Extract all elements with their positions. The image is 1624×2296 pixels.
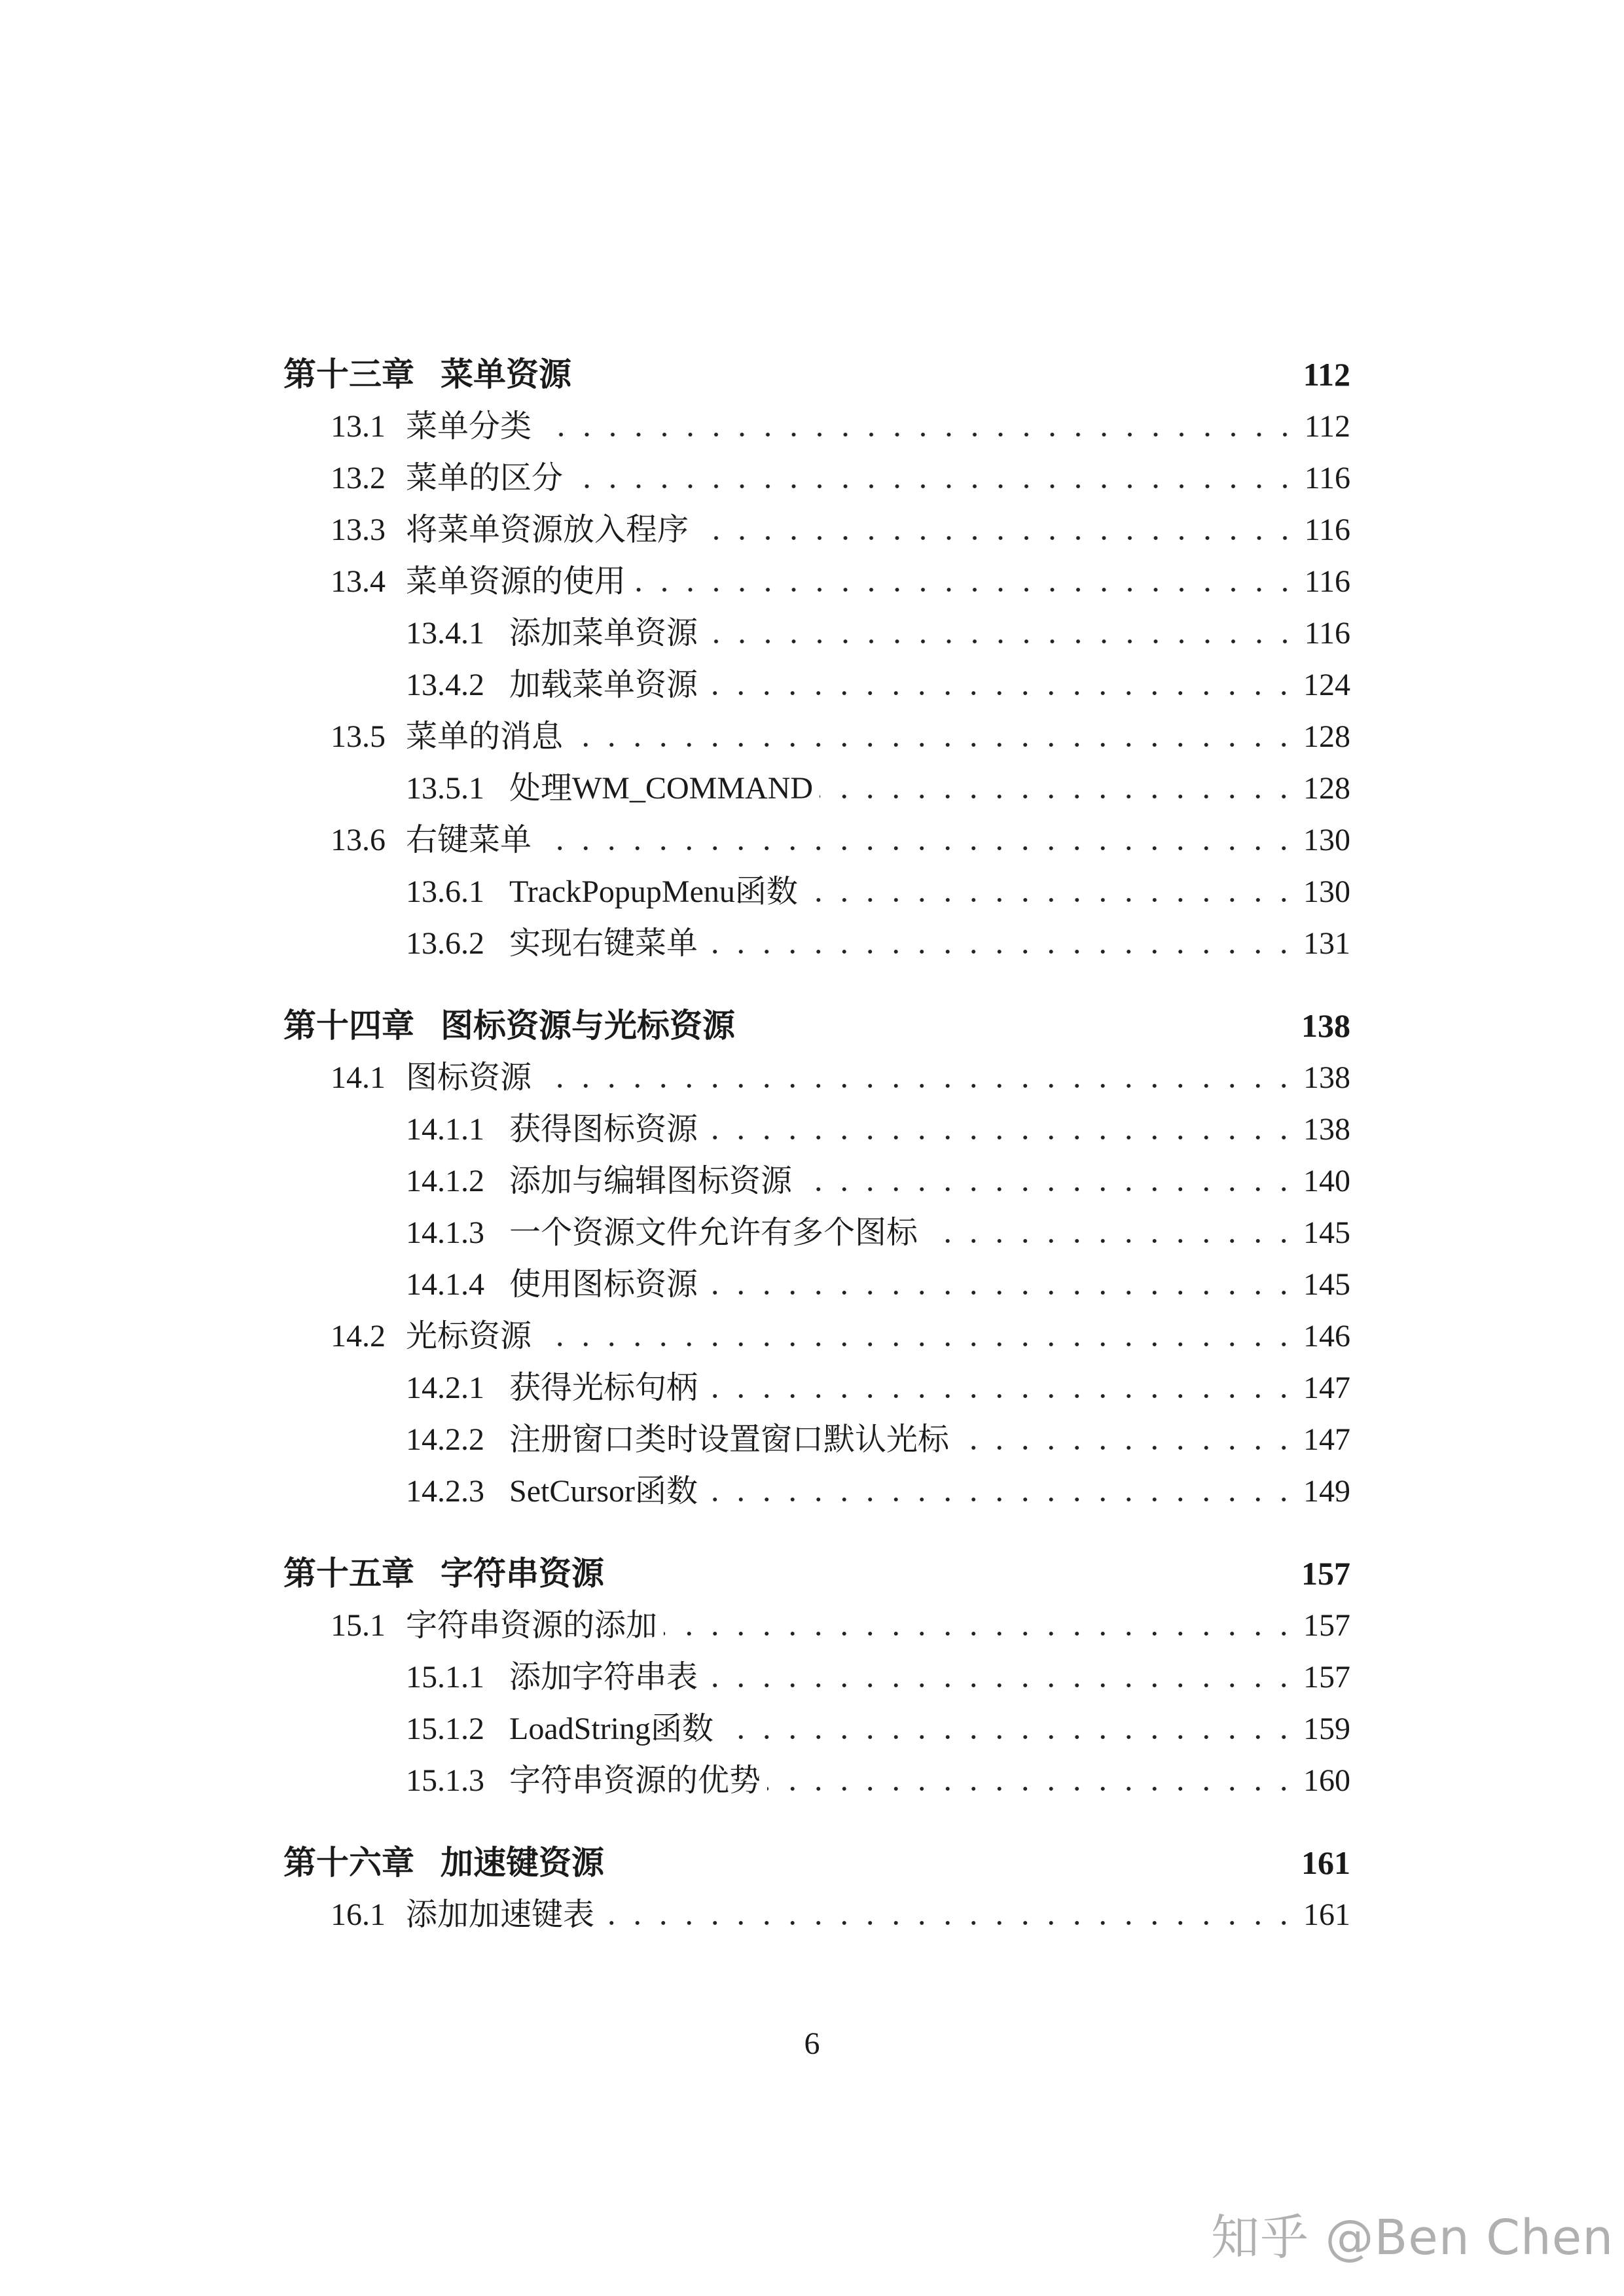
entry-page: 145	[1303, 1215, 1350, 1250]
entry-title: 字符串资源	[441, 1555, 604, 1592]
entry-page: 138	[1303, 1112, 1350, 1147]
entry-page: 116	[1304, 564, 1350, 599]
entry-title: 使用图标资源	[509, 1267, 698, 1302]
dot-leader	[538, 1338, 1297, 1351]
entry-page: 112	[1304, 409, 1350, 444]
dot-leader	[742, 1028, 1295, 1041]
dot-leader	[704, 635, 1298, 648]
subsection-entry[interactable]	[283, 1755, 1350, 1806]
entry-title: 菜单的区分	[406, 461, 564, 495]
chapter-entry[interactable]	[283, 1548, 1350, 1600]
entry-title: 右键菜单	[406, 823, 532, 857]
dot-leader	[601, 1916, 1297, 1929]
entry-page: 157	[1303, 1660, 1350, 1695]
entry-title: 添加菜单资源	[509, 616, 698, 651]
entry-number: 14.1.3	[406, 1215, 484, 1250]
chapter-entry[interactable]	[283, 1000, 1350, 1052]
entry-title: 加速键资源	[441, 1844, 604, 1881]
dot-leader	[611, 1865, 1295, 1878]
watermark: 知乎 @Ben Chen	[1211, 2210, 1614, 2266]
entry-title: 字符串资源的添加	[406, 1608, 658, 1643]
entry-number: 14.1.4	[406, 1267, 484, 1302]
entry-title: 获得图标资源	[509, 1112, 698, 1147]
subsection-entry[interactable]	[283, 762, 1350, 814]
entry-title: 添加字符串表	[509, 1660, 698, 1695]
subsection-entry[interactable]	[283, 607, 1350, 659]
entry-page: 112	[1303, 356, 1350, 393]
entry-title: 添加与编辑图标资源	[509, 1164, 793, 1198]
entry-title: 光标资源	[406, 1319, 532, 1354]
entry-number: 16.1	[331, 1897, 386, 1932]
entry-page: 138	[1303, 1060, 1350, 1095]
subsection-entry[interactable]	[283, 1703, 1350, 1755]
entry-number: 15.1.1	[406, 1660, 484, 1695]
entry-title: LoadString函数	[509, 1712, 713, 1746]
entry-number: 15.1	[331, 1608, 386, 1643]
section-entry[interactable]	[283, 1600, 1350, 1651]
entry-number: 13.6	[331, 823, 386, 857]
section-entry[interactable]	[283, 556, 1350, 607]
entry-page: 161	[1303, 1897, 1350, 1932]
entry-page: 146	[1303, 1319, 1350, 1354]
dot-leader	[704, 1679, 1297, 1692]
section-entry[interactable]	[283, 814, 1350, 866]
entry-number: 14.1.2	[406, 1164, 484, 1198]
dot-leader	[695, 531, 1298, 545]
subsection-entry[interactable]	[283, 1207, 1350, 1259]
entry-number: 13.4.2	[406, 668, 484, 702]
table-of-contents	[283, 349, 1350, 1941]
dot-leader	[538, 842, 1297, 855]
section-entry[interactable]	[283, 1052, 1350, 1103]
entry-title: 处理WM_COMMAND	[509, 771, 814, 806]
entry-number: 13.4.1	[406, 616, 484, 651]
entry-number: 15.1.3	[406, 1763, 484, 1798]
entry-title: 图标资源	[406, 1060, 532, 1095]
entry-page: 130	[1303, 874, 1350, 909]
section-entry[interactable]	[283, 401, 1350, 452]
entry-title: 字符串资源的优势	[509, 1763, 761, 1798]
section-entry[interactable]	[283, 1889, 1350, 1941]
entry-page: 116	[1304, 616, 1350, 651]
dot-leader	[799, 1183, 1297, 1196]
dot-leader	[704, 1390, 1297, 1403]
subsection-entry[interactable]	[283, 1465, 1350, 1517]
entry-number: 13.2	[331, 461, 386, 495]
dot-leader	[804, 893, 1297, 906]
dot-leader	[704, 1286, 1297, 1299]
entry-page: 116	[1304, 512, 1350, 547]
entry-title: TrackPopupMenu函数	[509, 874, 798, 909]
subsection-entry[interactable]	[283, 1103, 1350, 1155]
section-entry[interactable]	[283, 711, 1350, 762]
dot-leader	[924, 1234, 1297, 1247]
entry-page: 149	[1303, 1474, 1350, 1509]
entry-number: 14.2	[331, 1319, 386, 1354]
entry-page: 157	[1303, 1608, 1350, 1643]
entry-number: 第十四章	[283, 1007, 414, 1044]
dot-leader	[578, 376, 1297, 389]
entry-number: 13.6.2	[406, 926, 484, 961]
dot-leader	[704, 687, 1297, 700]
entry-page: 157	[1301, 1555, 1350, 1592]
entry-title: 获得光标句柄	[509, 1371, 698, 1405]
dot-leader	[611, 1575, 1295, 1588]
subsection-entry[interactable]	[283, 1259, 1350, 1310]
entry-title: 菜单资源的使用	[406, 564, 626, 599]
entry-number: 13.6.1	[406, 874, 484, 909]
entry-page: 131	[1303, 926, 1350, 961]
entry-number: 13.3	[331, 512, 386, 547]
entry-number: 15.1.2	[406, 1712, 484, 1746]
entry-title: 将菜单资源放入程序	[406, 512, 689, 547]
dot-leader	[956, 1441, 1297, 1454]
page-number: 6	[804, 2026, 820, 2061]
entry-title: 菜单的消息	[406, 719, 564, 754]
entry-page: 128	[1303, 719, 1350, 754]
entry-page: 140	[1303, 1164, 1350, 1198]
entry-page: 138	[1301, 1007, 1350, 1044]
entry-page: 124	[1303, 668, 1350, 702]
section-entry[interactable]	[283, 1310, 1350, 1362]
dot-leader	[720, 1731, 1297, 1744]
entry-number: 13.4	[331, 564, 386, 599]
entry-number: 第十六章	[283, 1844, 414, 1881]
entry-title: 菜单资源	[441, 356, 571, 393]
entry-number: 14.2.3	[406, 1474, 484, 1509]
section-entry[interactable]	[283, 504, 1350, 556]
dot-leader	[569, 738, 1297, 751]
dot-leader	[767, 1782, 1297, 1795]
subsection-entry[interactable]	[283, 1362, 1350, 1414]
dot-leader	[569, 480, 1298, 493]
entry-number: 14.1.1	[406, 1112, 484, 1147]
entry-page: 145	[1303, 1267, 1350, 1302]
entry-page: 161	[1301, 1844, 1350, 1881]
dot-leader	[538, 428, 1298, 441]
dot-leader	[538, 1079, 1297, 1092]
entry-number: 13.1	[331, 409, 386, 444]
entry-page: 160	[1303, 1763, 1350, 1798]
entry-title: 添加加速键表	[406, 1897, 595, 1932]
entry-title: 实现右键菜单	[509, 926, 698, 961]
entry-number: 14.1	[331, 1060, 386, 1095]
dot-leader	[820, 790, 1297, 803]
dot-leader	[632, 583, 1298, 596]
subsection-entry[interactable]	[283, 918, 1350, 969]
chapter-entry[interactable]	[283, 349, 1350, 401]
entry-page: 116	[1304, 461, 1350, 495]
entry-page: 128	[1303, 771, 1350, 806]
entry-number: 14.2.2	[406, 1422, 484, 1457]
subsection-entry[interactable]	[283, 1651, 1350, 1703]
chapter-entry[interactable]	[283, 1837, 1350, 1889]
entry-page: 130	[1303, 823, 1350, 857]
entry-page: 147	[1303, 1371, 1350, 1405]
section-entry[interactable]	[283, 452, 1350, 504]
subsection-entry[interactable]	[283, 659, 1350, 711]
subsection-entry[interactable]	[283, 866, 1350, 918]
dot-leader	[704, 1493, 1297, 1506]
entry-title: 图标资源与光标资源	[441, 1007, 735, 1044]
dot-leader	[664, 1627, 1297, 1640]
dot-leader	[704, 1131, 1297, 1144]
dot-leader	[704, 945, 1297, 958]
entry-title: 菜单分类	[406, 409, 532, 444]
entry-title: SetCursor函数	[509, 1474, 698, 1509]
entry-page: 159	[1303, 1712, 1350, 1746]
entry-title: 注册窗口类时设置窗口默认光标	[509, 1422, 950, 1457]
subsection-entry[interactable]	[283, 1414, 1350, 1465]
entry-number: 第十五章	[283, 1555, 414, 1592]
entry-number: 13.5	[331, 719, 386, 754]
entry-title: 一个资源文件允许有多个图标	[509, 1215, 918, 1250]
subsection-entry[interactable]	[283, 1155, 1350, 1207]
entry-number: 第十三章	[283, 356, 414, 393]
entry-number: 13.5.1	[406, 771, 484, 806]
entry-number: 14.2.1	[406, 1371, 484, 1405]
entry-title: 加载菜单资源	[509, 668, 698, 702]
entry-page: 147	[1303, 1422, 1350, 1457]
